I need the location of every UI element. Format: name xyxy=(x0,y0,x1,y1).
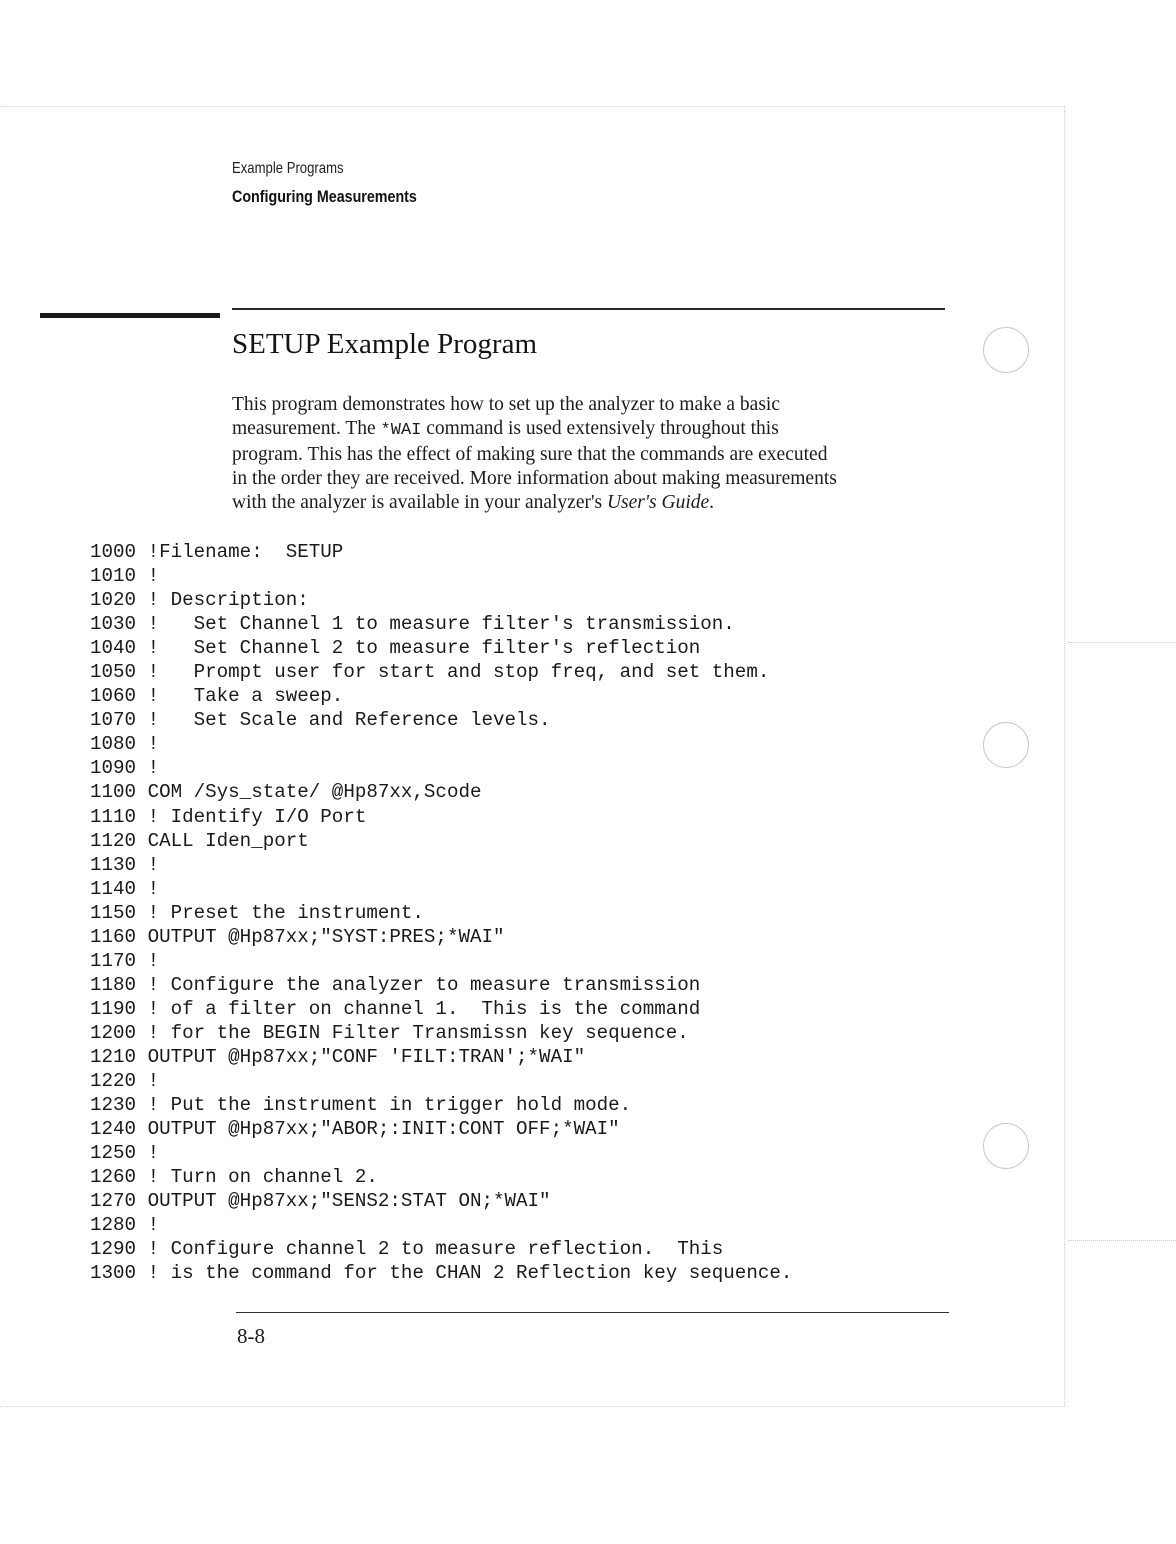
header-section-title: Configuring Measurements xyxy=(232,187,417,206)
code-line: 1260 ! Turn on channel 2. xyxy=(90,1166,378,1189)
page-edge-bottom xyxy=(0,1406,1066,1407)
users-guide-reference: User's Guide xyxy=(606,492,710,513)
inline-code: *WAI xyxy=(380,421,422,440)
section-heading: SETUP Example Program xyxy=(232,328,537,360)
code-line: 1120 CALL Iden_port xyxy=(90,829,309,852)
intro-text: with the analyzer is available in your analyzer's xyxy=(232,492,607,513)
intro-line xyxy=(232,491,972,515)
intro-line xyxy=(232,417,972,443)
code-line: 1110 ! Identify I/O Port xyxy=(90,805,367,828)
code-line: 1240 OUTPUT @Hp87xx;"ABOR;:INIT:CONT OFF;*WAI" xyxy=(90,1118,620,1141)
side-guide-line xyxy=(1068,1240,1176,1241)
code-line: 1180 ! Configure the analyzer to measure transmission xyxy=(90,973,701,996)
program-listing xyxy=(90,540,792,1285)
code-line: 1140 ! xyxy=(90,877,160,900)
code-line: 1100 COM /Sys_state/ @Hp87xx,Scode xyxy=(90,781,482,804)
code-line: 1230 ! Put the instrument in trigger hold mode. xyxy=(90,1094,632,1117)
section-rule-thick xyxy=(40,313,220,318)
intro-paragraph xyxy=(232,393,972,515)
section-rule-thin xyxy=(232,308,945,310)
code-line: 1020 ! Description: xyxy=(90,589,309,612)
binder-hole xyxy=(983,1123,1029,1169)
side-guide-line xyxy=(1068,642,1176,643)
header-chapter: Example Programs xyxy=(232,160,344,177)
page-edge-top xyxy=(0,106,1064,107)
intro-line: This program demonstrates how to set up the analyzer to make a basic xyxy=(232,394,780,415)
code-line: 1070 ! Set Scale and Reference levels. xyxy=(90,709,551,732)
code-line: 1050 ! Prompt user for start and stop freq, and set them. xyxy=(90,661,770,684)
code-line: 1030 ! Set Channel 1 to measure filter's transmission. xyxy=(90,613,735,636)
page-number: 8-8 xyxy=(237,1324,265,1348)
code-line: 1080 ! xyxy=(90,733,160,756)
intro-line: in the order they are received. More information about making measurements xyxy=(232,468,837,489)
code-line: 1200 ! for the BEGIN Filter Transmissn key sequence. xyxy=(90,1021,689,1044)
code-line: 1060 ! Take a sweep. xyxy=(90,685,344,708)
running-header xyxy=(232,160,368,178)
code-line: 1000 !Filename: SETUP xyxy=(90,541,344,563)
code-line: 1280 ! xyxy=(90,1214,160,1237)
code-line: 1150 ! Preset the instrument. xyxy=(90,901,424,924)
code-line: 1220 ! xyxy=(90,1070,160,1093)
code-line: 1130 ! xyxy=(90,853,160,876)
code-line: 1090 ! xyxy=(90,757,160,780)
code-line: 1290 ! Configure channel 2 to measure reflection. This xyxy=(90,1238,724,1261)
code-line: 1160 OUTPUT @Hp87xx;"SYST:PRES;*WAI" xyxy=(90,925,505,948)
intro-line: program. This has the effect of making sure that the commands are executed xyxy=(232,444,828,465)
binder-hole xyxy=(983,327,1029,373)
binder-hole xyxy=(983,722,1029,768)
intro-text: command is used extensively throughout this xyxy=(421,418,779,439)
code-line: 1250 ! xyxy=(90,1142,160,1165)
code-line: 1300 ! is the command for the CHAN 2 Reflection key sequence. xyxy=(90,1262,793,1285)
page-edge-right xyxy=(1064,106,1065,1406)
code-line: 1210 OUTPUT @Hp87xx;"CONF 'FILT:TRAN';*WAI" xyxy=(90,1045,586,1068)
code-line: 1270 OUTPUT @Hp87xx;"SENS2:STAT ON;*WAI" xyxy=(90,1190,551,1213)
intro-text: measurement. The xyxy=(232,418,381,439)
footer-rule xyxy=(236,1312,949,1313)
code-line: 1010 ! xyxy=(90,565,160,588)
code-line: 1040 ! Set Channel 2 to measure filter's reflection xyxy=(90,637,701,660)
code-line: 1190 ! of a filter on channel 1. This is the command xyxy=(90,997,701,1020)
intro-text: . xyxy=(709,492,715,513)
code-line: 1170 ! xyxy=(90,949,160,972)
